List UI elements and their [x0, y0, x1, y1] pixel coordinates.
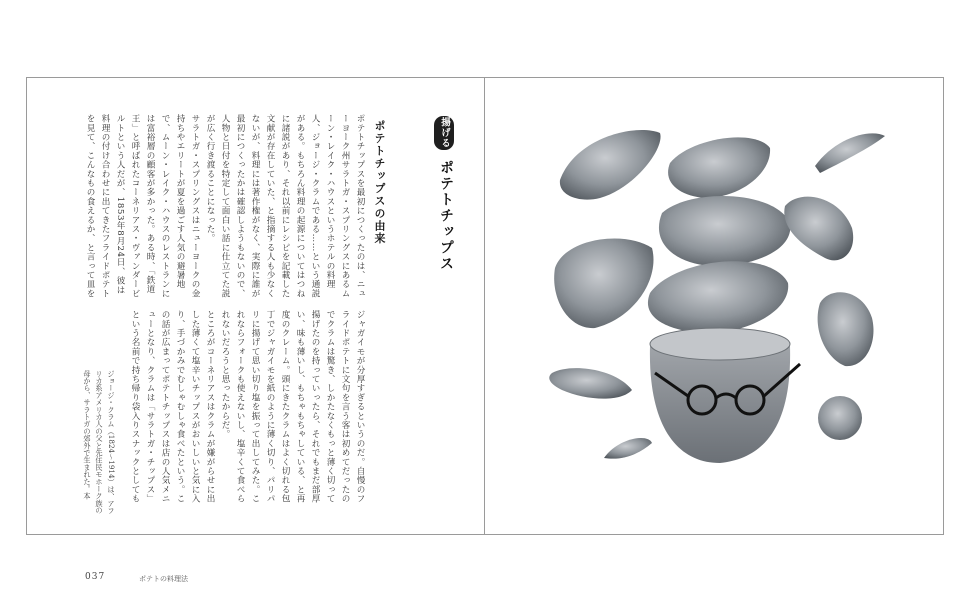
chip-lower-left — [549, 368, 632, 399]
running-head: ポテトの料理法 — [139, 575, 188, 583]
left-page — [26, 77, 484, 583]
potato-chips-illustration — [540, 118, 890, 478]
chip-middle — [659, 196, 790, 266]
body-text-upper: ポテトチップスを最初につくったのは、ニューヨーク州サラトガ・スプリングスにあるムーン・レイク・ハウスというホテルの料理人、ジョージ・クラムである……という通説がある。もちろん料理の起源についてはつねに諸説があり、それ以前にレシピを記載した文献が存在していた、と指摘する人も少なくないが、料理には著作権がなく、実際に誰が最初につくったかは確認しようもないので、人物と日付を特定して面白い話に仕立てた説が広く行き渡ることになった。 サラトガ・スプリングスはニューヨークの金持ちやエリートが夏を過ごす人気の避暑地で、ムーン・レイク・ハウスのレストランには富裕層の顧客が多かった。ある時、「鉄道王」と呼ばれたコーネリアス・ヴァンダービルトという人だが、1853年8月24日、彼は料理の付け合わせに出てきたフライドポテトを見て、こんなもの食えるか、と言って皿を — [85, 114, 365, 298]
body-text-lower: ジャガイモが分厚すぎるというのだ。自慢のフライドポテトに文句を言う客は初めてだったのでクラムは驚き、しかたなくもっと薄く切って揚げたのを持っていったら、それでもまだ部厚い、味も薄いし、もちゃもちゃしている、と再度のクレーム。頭にきたクラムはよく切れる包丁でジャガイモを紙のように薄く切り、パリパリに揚げて思い切り塩を振って出してみた。これならフォークも使えないし、塩辛くて食べられないだろうと思ったからだ。 ところがコーネリアスはクラムが嫌がらせに出した薄くて塩辛いチップスがおいしいと気に入り、手づかみでむしゃむしゃ食べたという。この話が広まってポテトチップスは店の人気メニューとなり、クラムは「サラトガ・チップス」という名前で持ち帰り袋入りスナックとしても — [130, 310, 365, 504]
chip-bottom-left — [604, 438, 652, 459]
page-number: 037 — [85, 572, 106, 582]
chip-top-center — [668, 137, 770, 198]
section-title: ポテトチップス — [438, 160, 454, 272]
chip-left — [554, 238, 653, 328]
section-tag: 揚げる — [434, 116, 454, 150]
chip-top-right — [815, 133, 885, 173]
chip-far-right — [818, 292, 874, 366]
chip-right — [784, 197, 853, 261]
footnote: ジョージ・クラム（1824〜1914）は、アフリカ系アメリカ人の父と先住民モホーク族の母から、サラトガの郊外で生まれた。本 — [83, 370, 116, 515]
section-subtitle: ポテトチップスの由来 — [373, 120, 386, 245]
chip-small-round — [818, 396, 862, 440]
chip-center-low — [648, 261, 788, 333]
chip-top-left — [560, 130, 661, 200]
section-title-block — [402, 116, 460, 296]
